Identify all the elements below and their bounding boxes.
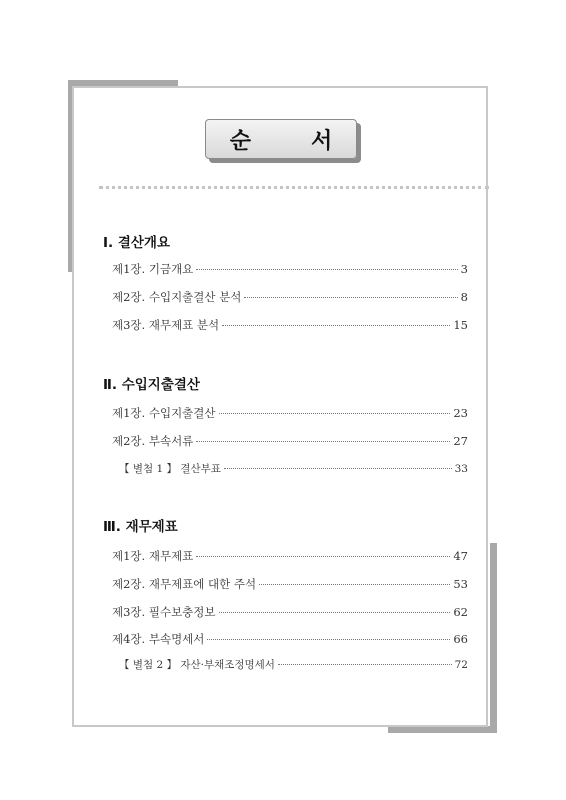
toc-entry-label: 제2장. 수입지출결산 분석 <box>112 290 242 304</box>
toc-entry-label: 제4장. 부속명세서 <box>112 632 205 646</box>
dot-leader <box>207 639 450 640</box>
toc-entry[interactable] <box>112 433 468 449</box>
section-heading-1: Ⅰ. 결산개요 <box>103 235 171 251</box>
title-separator <box>99 186 489 189</box>
section-heading-3: Ⅲ. 재무제표 <box>103 519 178 535</box>
toc-entry-page: 62 <box>453 605 468 619</box>
toc-title-right: 서 <box>311 128 333 154</box>
toc-title-box <box>205 119 357 159</box>
dot-leader <box>259 584 450 585</box>
toc-appendix-entry[interactable] <box>119 657 468 673</box>
toc-entry-page: 23 <box>453 406 468 420</box>
toc-entry-page: 8 <box>460 290 468 304</box>
toc-entry[interactable] <box>112 405 468 421</box>
toc-entry[interactable] <box>112 604 468 620</box>
toc-entry[interactable] <box>112 317 468 333</box>
toc-entry-page: 47 <box>453 549 468 563</box>
toc-title-left: 순 <box>229 128 251 154</box>
toc-entry-page: 15 <box>453 318 468 332</box>
toc-entry-label: 제2장. 재무제표에 대한 주석 <box>112 577 257 591</box>
dot-leader <box>224 468 452 469</box>
toc-entry-page: 27 <box>453 434 468 448</box>
toc-entry-label: 【 별첨 1 】 결산부표 <box>119 463 221 475</box>
dot-leader <box>196 441 450 442</box>
toc-entry-label: 제3장. 재무제표 분석 <box>112 318 220 332</box>
dot-leader <box>244 297 457 298</box>
toc-entry-page: 66 <box>453 632 468 646</box>
toc-entry[interactable] <box>112 548 468 564</box>
toc-entry-page: 53 <box>453 577 468 591</box>
toc-entry[interactable] <box>112 631 468 647</box>
toc-entry-page: 3 <box>460 262 468 276</box>
toc-entry-label: 제2장. 부속서류 <box>112 434 194 448</box>
toc-entry-label: 제3장. 필수보충정보 <box>112 605 216 619</box>
toc-entry[interactable] <box>112 261 468 277</box>
section-heading-2: Ⅱ. 수입지출결산 <box>103 377 200 393</box>
toc-entry[interactable] <box>112 289 468 305</box>
toc-appendix-entry[interactable] <box>119 461 468 477</box>
dot-leader <box>278 664 452 665</box>
corner-bar-bottom-right-horizontal <box>388 726 497 733</box>
toc-entry-label: 제1장. 수입지출결산 <box>112 406 216 420</box>
corner-bar-bottom-right-vertical <box>490 543 497 733</box>
toc-entry-page: 72 <box>454 659 468 671</box>
dot-leader <box>219 612 451 613</box>
dot-leader <box>196 556 450 557</box>
toc-entry-label: 【 별첨 2 】 자산·부채조정명세서 <box>119 659 275 671</box>
toc-entry-page: 33 <box>454 463 468 475</box>
toc-entry[interactable] <box>112 576 468 592</box>
dot-leader <box>219 413 451 414</box>
dot-leader <box>222 325 450 326</box>
toc-entry-label: 제1장. 재무제표 <box>112 549 194 563</box>
dot-leader <box>196 269 457 270</box>
toc-entry-label: 제1장. 기금개요 <box>112 262 194 276</box>
